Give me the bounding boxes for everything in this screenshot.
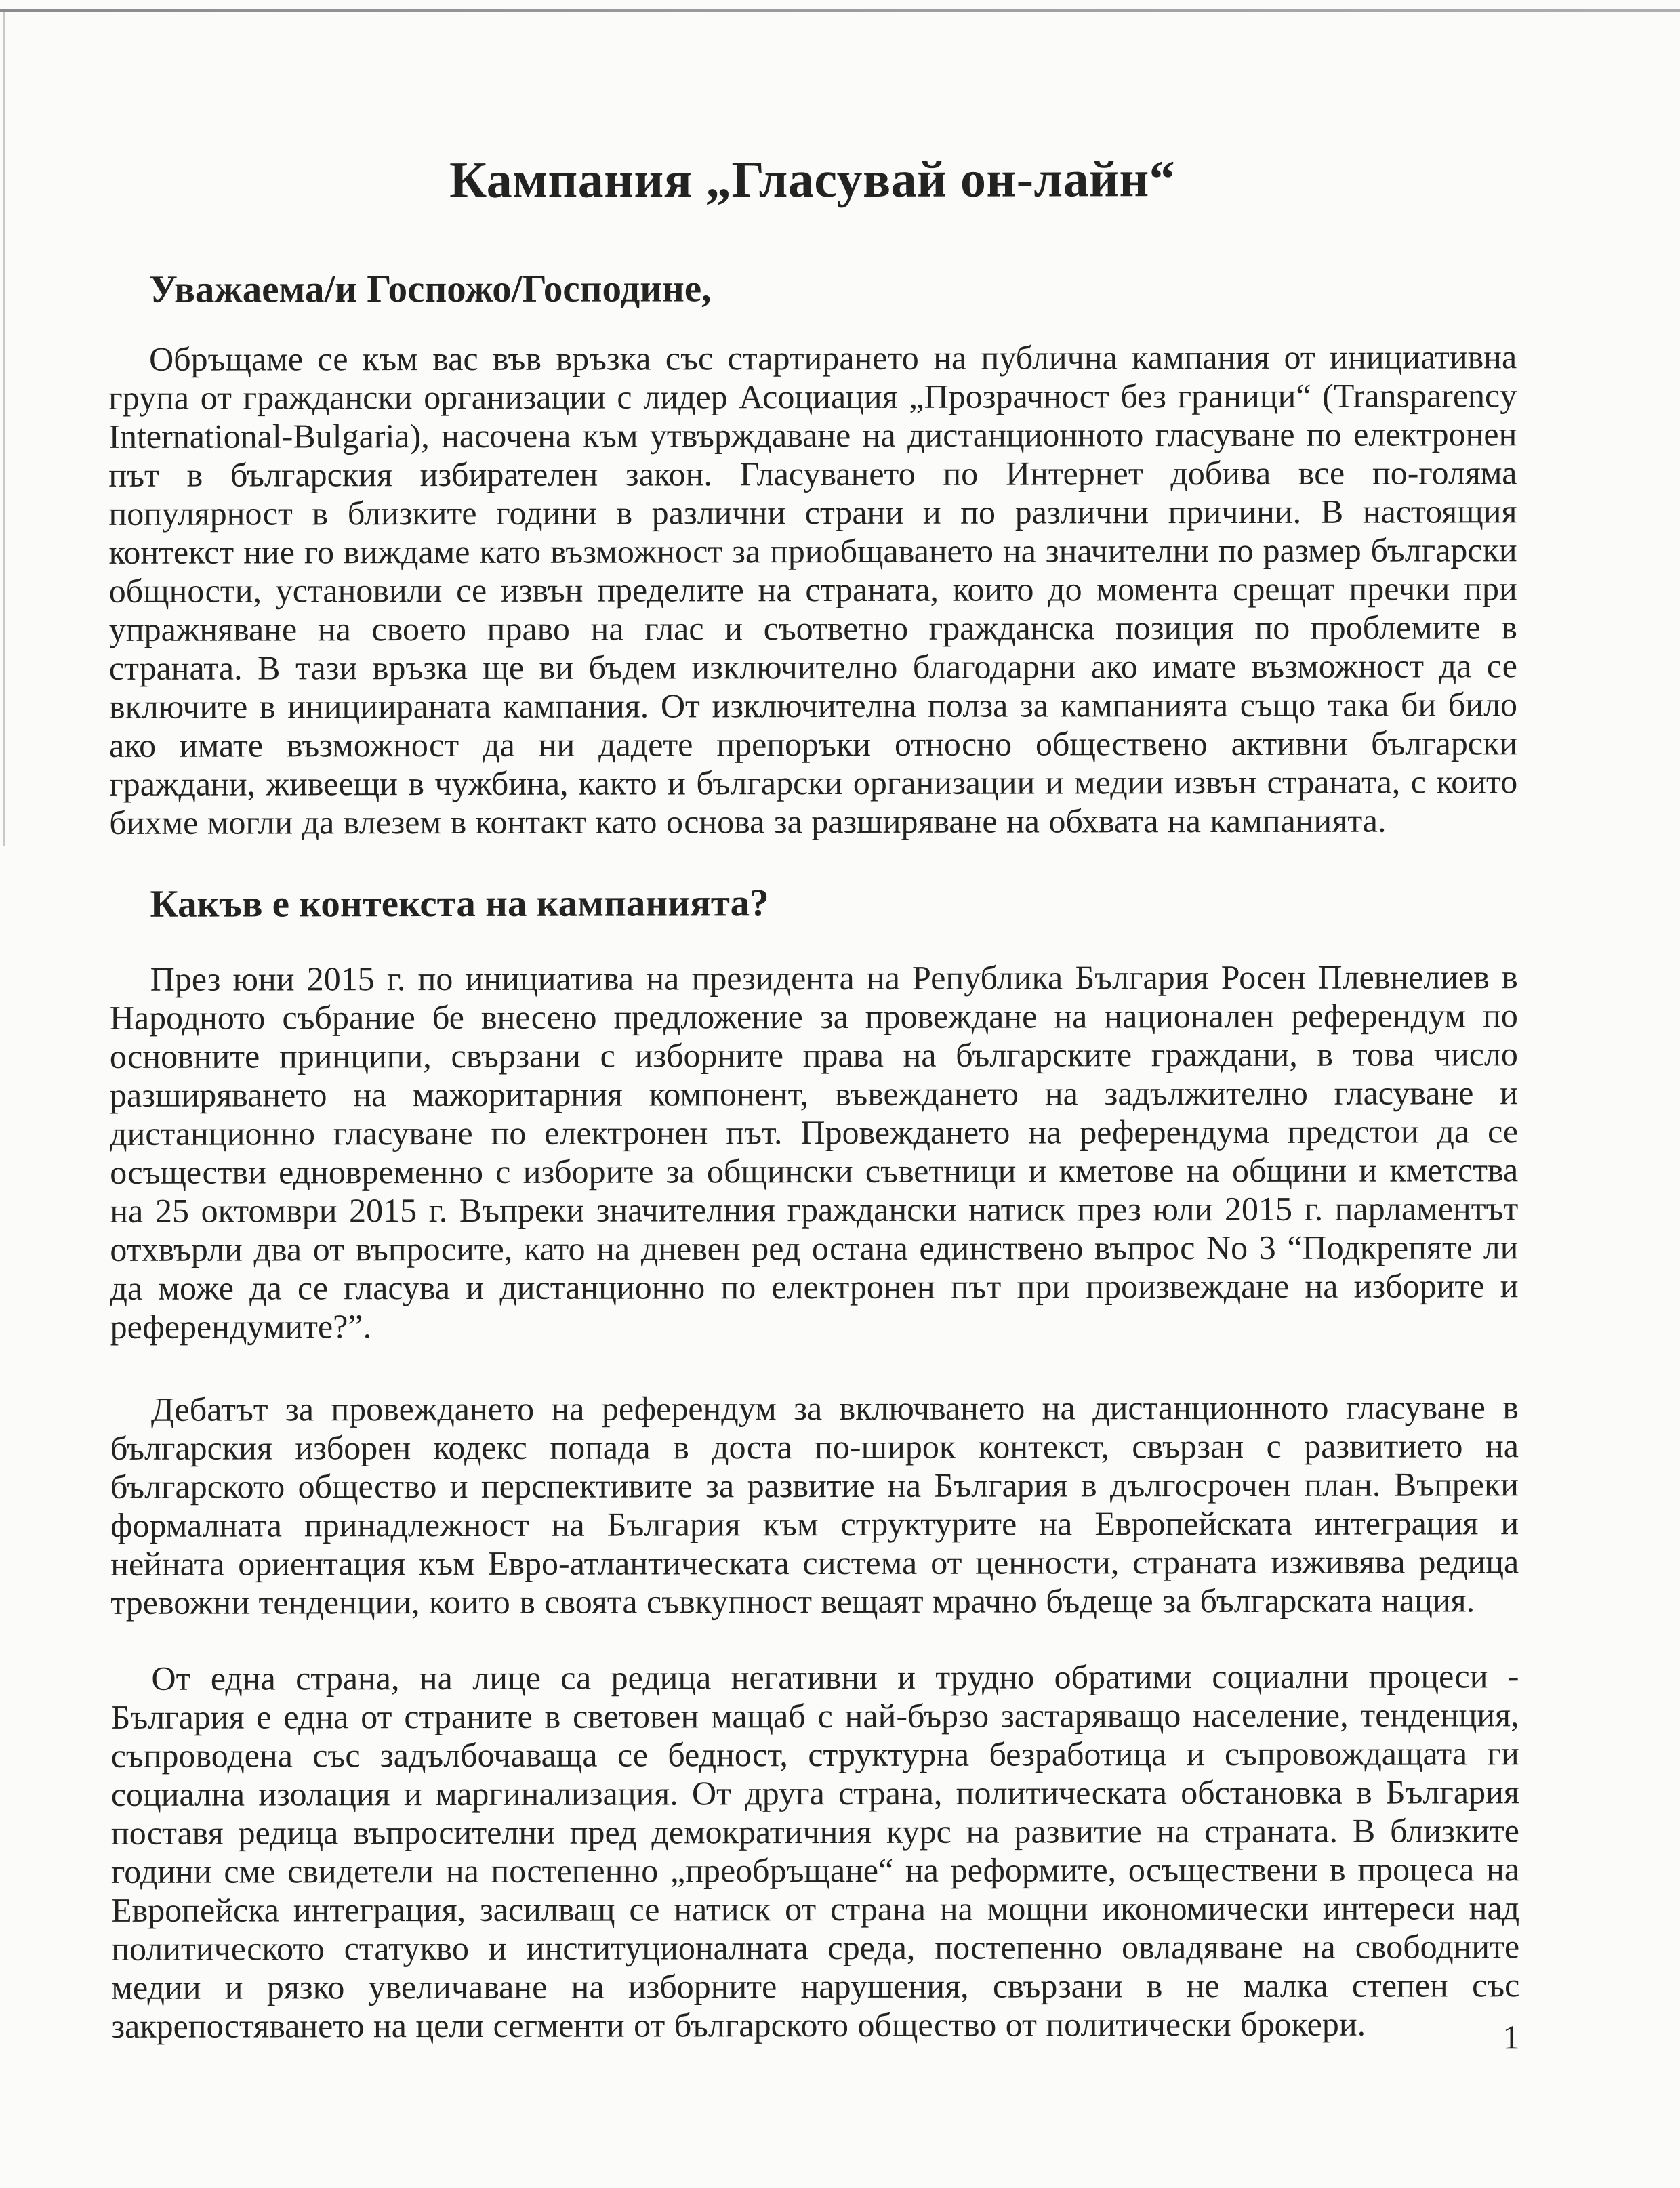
intro-paragraph: Обръщаме се към вас във връзка със стартирането на публична кампания от инициативна група от граждански организации с лидер Асоциация „Прозрачност без граници“ (Transparency International-Bulgaria), насочена към утвърждаване на дистанционното гласуване по електронен път в българския избирателен закон. Гласуването по Интернет добива все по-голяма популярност в близките години в различни страни и по различни причини. В настоящия контекст ние го виждаме като възможност за приобщаването на значителни по размер български общности, установили се извън пределите на страната, които до момента срещат пречки при упражняване на своето право на глас и съответно гражданска позиция по проблемите в страната. В тази връзка ще ви бъдем изключително благодарни ако имате възможност да се включите в инициираната кампания. От изключителна полза за кампанията също така би било ако имате възможност да ни дадете препоръки относно обществено активни български граждани, живеещи в чужбина, както и български организации и медии извън страната, с които бихме могли да влезем в контакт като основа за разширяване на обхвата на кампанията. (108, 337, 1518, 842)
context-paragraph: През юни 2015 г. по инициатива на президента на Република България Росен Плевнелиев в Народното събрание бе внесено предложение за провеждане на национален референдум по основните принципи, свързани с изборните права на българските граждани, в това число разширяването на мажоритарния компонент, въвеждането на задължително гласуване и дистанционно гласуване по електронен път. Провеждането на референдума предстои да се осъществи едновременно с изборите за общински съветници и кметове на общини и кметства на 25 октомври 2015 г. Въпреки значителния граждански натиск през юли 2015 г. парламентът отхвърли два от въпросите, като на дневен ред остана единствено въпрос No 3 “Подкрепяте ли да може да се гласува и дистанционно по електронен път при произвеждане на изборите и референдумите?”. (109, 957, 1519, 1346)
social-processes-paragraph: От една страна, на лице са редица негативни и трудно обратими социални процеси - България е една от страните в световен мащаб с най-бързо застаряващо население, тенденция, съпроводена със задълбочаваща се бедност, структурна безработица и съпровождащата ги социална изолация и маргинализация. От друга страна, политическата обстановка в България поставя редица въпросителни пред демократичния курс на развитие на страната. В близките години сме свидетели на постепенно „преобръщане“ на реформите, осъществени в процеса на Европейска интеграция, засилващ се натиск от страна на мощни икономически интереси над политическото статукво и институционалната среда, постепенно овладяване на свободните медии и рязко увеличаване на изборните нарушения, свързани в не малка степен със закрепостяването на цели сегменти от българското общество от политически брокери. (110, 1657, 1520, 2045)
document-title: Кампания „Гласувай он-лайн“ (449, 150, 1176, 209)
section-heading: Какъв е контекста на кампанията? (150, 882, 769, 926)
debate-paragraph: Дебатът за провеждането на референдум за включването на дистанционното гласуване в българския изборен кодекс попада в доста по-широк контекст, свързан с развитието на българското общество и перспективите за развитие на България в дългосрочен план. Въпреки формалната принадлежност на България към структурите на Европейската интеграция и нейната ориентация към Евро-атлантическата система от ценности, страната изживява редица тревожни тенденции, които в своята съвкупност вещаят мрачно бъдеще за българската нация. (110, 1388, 1519, 1622)
salutation-heading: Уважаема/и Госпожо/Господине, (148, 267, 712, 311)
page-number: 1 (1502, 2018, 1520, 2057)
